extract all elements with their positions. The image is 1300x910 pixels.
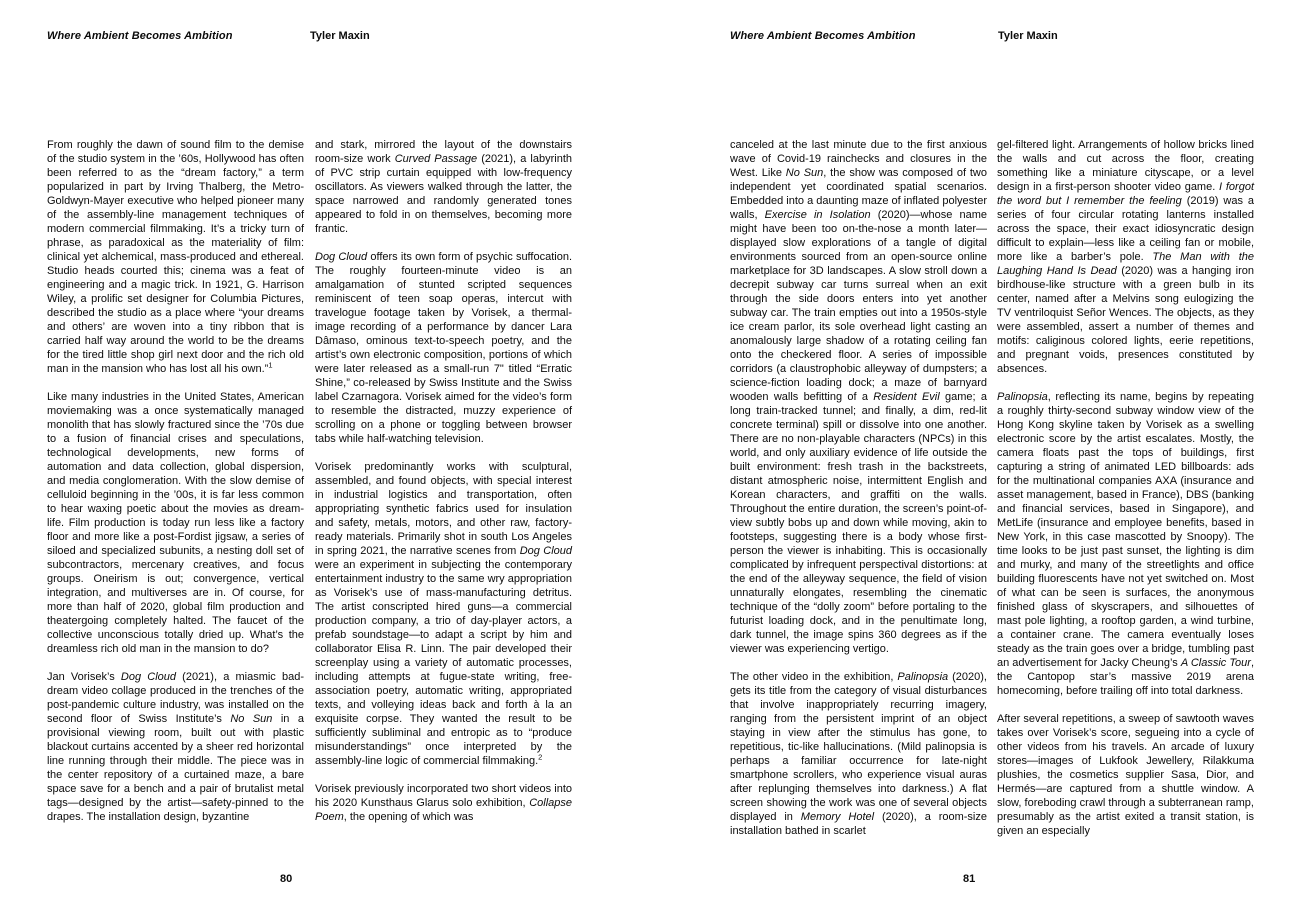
paragraph: Like many industries in the United States, American moviemaking was a once systematically managed monolith that has slowly fractured since the ’70s due to a fusion of financial crises and speculations, technological developments, new forms of automation and data collection, global dispersion, and media conglomeration. With the slow demise of celluloid beginning in the ’00s, it is far less common to hear waxing poetic about the movies as dream-life. Film production is today run less like a factory floor and more like a post-Fordist jigsaw, a series of siloed and specialized subunits, a nesting doll set of subcontractors, mercenary creatives, and focus groups. Oneirism is out; convergence, vertical integration, and multiverses are in. Of course, for more than half of 2020, global film production and theatergoing completely halted. The faucet of the collective unconscious totally dried up. What’s the dreamless rich old man in the mansion to do? <box>47 391 304 655</box>
paragraph: canceled at the last minute due to the first anxious wave of Covid-19 rainchecks and closures in the West. Like No Sun, the show was composed of two independent yet coordinated spatial scenarios. Embedded into a daunting maze of inflated polyester walls, Exercise in Isolation (2020)—whose name might have been too on-the-nose a month later—displayed slow explorations of a tangle of digital environments sourced from an open-source online marketplace for 3D landscapes. A slow stroll down a decrepit subway car turns surreal when an exit through the side doors enters into yet another subway car. The train empties out into a 1950s-style ice cream parlor, its sole overhead light casting an anomalously large shadow of a rotating ceiling fan onto the checkered floor. A series of impossible corridors (a claustrophobic alleyway of dumpsters; a science-fiction loading dock; a maze of barnyard wooden walls befitting of a Resident Evil game; a long train-tracked tunnel; and finally, a dim, red-lit concrete terminal) spill or dissolve into one another. There are no non-playable characters (NPCs) in this world, and only auxiliary evidence of life outside the built environment: fresh trash in the backstreets, distant atmospheric noise, intermittent English and Korean characters, and graffiti on the walls. Throughout the entire duration, the screen’s point-of-view subtly bobs up and down while moving, akin to footsteps, suggesting there is a body whose first-person the viewer is inhabiting. This is occasionally complicated by infrequent perspectival distortions: at the end of the alleyway sequence, the field of vision unnaturally elongates, resembling the cinematic technique of the “dolly zoom” before portaling to the futurist loading dock, and in the penultimate long, dark tunnel, the image spins 360 degrees as if the viewer was experiencing vertigo. <box>730 139 987 655</box>
paragraph: Jan Vorisek’s Dog Cloud (2021), a miasmic bad-dream video collage produced in the trenches of the post-pandemic culture industry, was installed on the second floor of Swiss Institute’s No Sun in a provisional viewing room, built out with plastic blackout curtains accented by a sheer red horizontal line running through their middle. The piece was in the center repository of a curtained maze, a bare space save for a bench and a pair of brutalist metal tags—designed by the artist—safety-pinned to the drapes. The installation design, byzantine <box>47 671 304 823</box>
paragraph: Dog Cloud offers its own form of psychic suffocation. The roughly fourteen-minute video is an amalgamation of stunted scripted sequences reminiscent of teen soap operas, intercut with travelogue footage taken by Vorisek, a thermal-image recording of a performance by dancer Lara Dâmaso, ominous text-to-speech poetry, and the artist’s own electronic composition, portions of which were later released as a small-run 7" titled “Erratic Shine,” co-released by Swiss Institute and the Swiss label Czarnagora. Vorisek aimed for the video’s form to resemble the distracted, muzzy experience of scrolling on a phone or toggling between browser tabs while half-watching television. <box>315 251 573 445</box>
page-number: 80 <box>280 873 293 885</box>
running-header-title: Where Ambient Becomes Ambition <box>47 30 233 42</box>
paragraph: gel-filtered light. Arrangements of hollow bricks lined the walls and cut across the floor, creating something like a miniature cityscape, or a level design in a first-person shooter video game. I forgot the word but I remember the feeling (2019) was a series of four circular rotating lanterns installed across the space, their exact idiosyncratic design difficult to explain—less like a ceiling fan or mobile, more like a barber’s pole. The Man with the Laughing Hand Is Dead (2020) was a hanging iron birdhouse-like structure with a green bulb in its center, named after a Melvins song eulogizing the TV ventriloquist Señor Wences. The objects, as they were assembled, assert a number of themes and motifs: caliginous colored lights, eerie repetitions, and pregnant voids, presences constituted by absences. <box>997 139 1255 375</box>
text-column-3 <box>730 138 987 838</box>
page-81 <box>650 0 1300 910</box>
paragraph: After several repetitions, a sweep of sawtooth waves takes over Vorisek’s score, segueing into a cycle of other videos from his travels. An arcade of luxury stores—images of Lukfook Jewellery, Rilakkuma plushies, the cosmetics supplier Sasa, Dior, and Hermés—are captured from a shuttle window. A slow, foreboding crawl through a subterranean ramp, presumably as the artist exited a transit station, is given an especially <box>997 713 1254 837</box>
text-column-4 <box>997 138 1254 838</box>
running-header-title: Where Ambient Becomes Ambition <box>730 30 916 42</box>
running-header-author: Tyler Maxin <box>310 30 370 42</box>
text-column-2 <box>315 138 572 824</box>
paragraph: Palinopsia, reflecting its name, begins by repeating a roughly thirty-second subway window view of the Hong Kong skyline taken by Vorisek as a swelling electronic score by the artist escalates. Mostly, the camera floats past the tops of buildings, first capturing a string of animated LED billboards: ads for the multinational companies AXA (insurance and asset management, based in France), DBS (banking and financial services, based in Singapore), and MetLife (insurance and employee benefits, based in New York, in this case mascotted by Snoopy). The time looks to be just past sunset, the lighting is dim and murky, and many of the streetlights and office building fluorescents have not yet switched on. Most of what can be seen is surfaces, the anonymous finished glass of skyscrapers, and silhouettes of mast pole lighting, a rooftop garden, a wind turbine, a container crane. The camera eventually loses steady as the train goes over a bridge, tumbling past an advertisement for Jacky Cheung’s A Classic Tour, the Cantopop star’s massive 2019 arena homecoming, before trailing off into total darkness. <box>997 391 1255 697</box>
paragraph: Vorisek predominantly works with sculptural, assembled, and found objects, with special interest in industrial logistics and transportation, often appropriating synthetic fabrics used for insulation and safety, metals, motors, and other raw, factory-ready materials. Primarily shot in south Los Angeles in spring 2021, the narrative scenes from Dog Cloud were an experiment in subjecting the contemporary entertainment industry to the same wry appropriation as Vorisek’s use of mass-manufacturing detritus. The artist conscripted hired guns—a commercial production company, a trio of day-player actors, a prefab soundstage—to adapt a script by him and collaborator Elisa R. Linn. The pair developed their screenplay using a variety of automatic processes, including attempts at fugue-state writing, free-association poetry, automatic writing, appropriated texts, and volleying ideas back and forth à la an exquisite corpse. They wanted the result to be sufficiently subliminal and entropic as to “produce misunderstandings” once interpreted by the assembly-line logic of commercial filmmaking.$^2$ <box>315 461 572 767</box>
paragraph: From roughly the dawn of sound film to the demise of the studio system in the ’60s, Hollywood has often been referred to as the “dream factory,” a term popularized in part by Irving Thalberg, the Metro-Goldwyn-Mayer executive who helped pioneer many of the assembly-line management techniques of modern commercial filmmaking. It’s a tricky turn of phrase, as paradoxical as the materiality of film: clinical yet alchemical, mass-produced and ethereal. Studio heads courted this; cinema was a feat of engineering and a magic trick. In 1921, G. Harrison Wiley, a prolific set designer for Columbia Pictures, described the studio as a place where “your dreams and others’ are woven into a tiny ribbon that is carried half way around the world to be the dreams for the tired little shop girl next door and the rich old man in the mansion who has lost all his own.”$^1$ <box>47 139 304 375</box>
page-number: 81 <box>963 873 976 885</box>
paragraph: The other video in the exhibition, Palinopsia (2020), gets its title from the category of visual disturbances that involve inappropriately recurring imagery, ranging from the persistent imprint of an object staying in view after the stimulus has gone, to repetitious, tic-like hallucinations. (Mild palinopsia is perhaps a familiar occurrence for late-night smartphone scrollers, who experience visual auras after replunging themselves into darkness.) A flat screen showing the work was one of several objects displayed in Memory Hotel (2020), a room-size installation bathed in scarlet <box>730 671 987 837</box>
paragraph: Vorisek previously incorporated two short videos into his 2020 Kunsthaus Glarus solo exhibition, Collapse Poem, the opening of which was <box>315 783 572 823</box>
text-column-1 <box>47 138 304 824</box>
paragraph: and stark, mirrored the layout of the downstairs room-size work Curved Passage (2021), a labyrinth of PVC strip curtain equipped with low-frequency oscillators. As viewers walked through the latter, the space narrowed and randomly generated tones appeared to fold in on themselves, becoming more frantic. <box>315 139 573 235</box>
running-header-author: Tyler Maxin <box>998 30 1058 42</box>
